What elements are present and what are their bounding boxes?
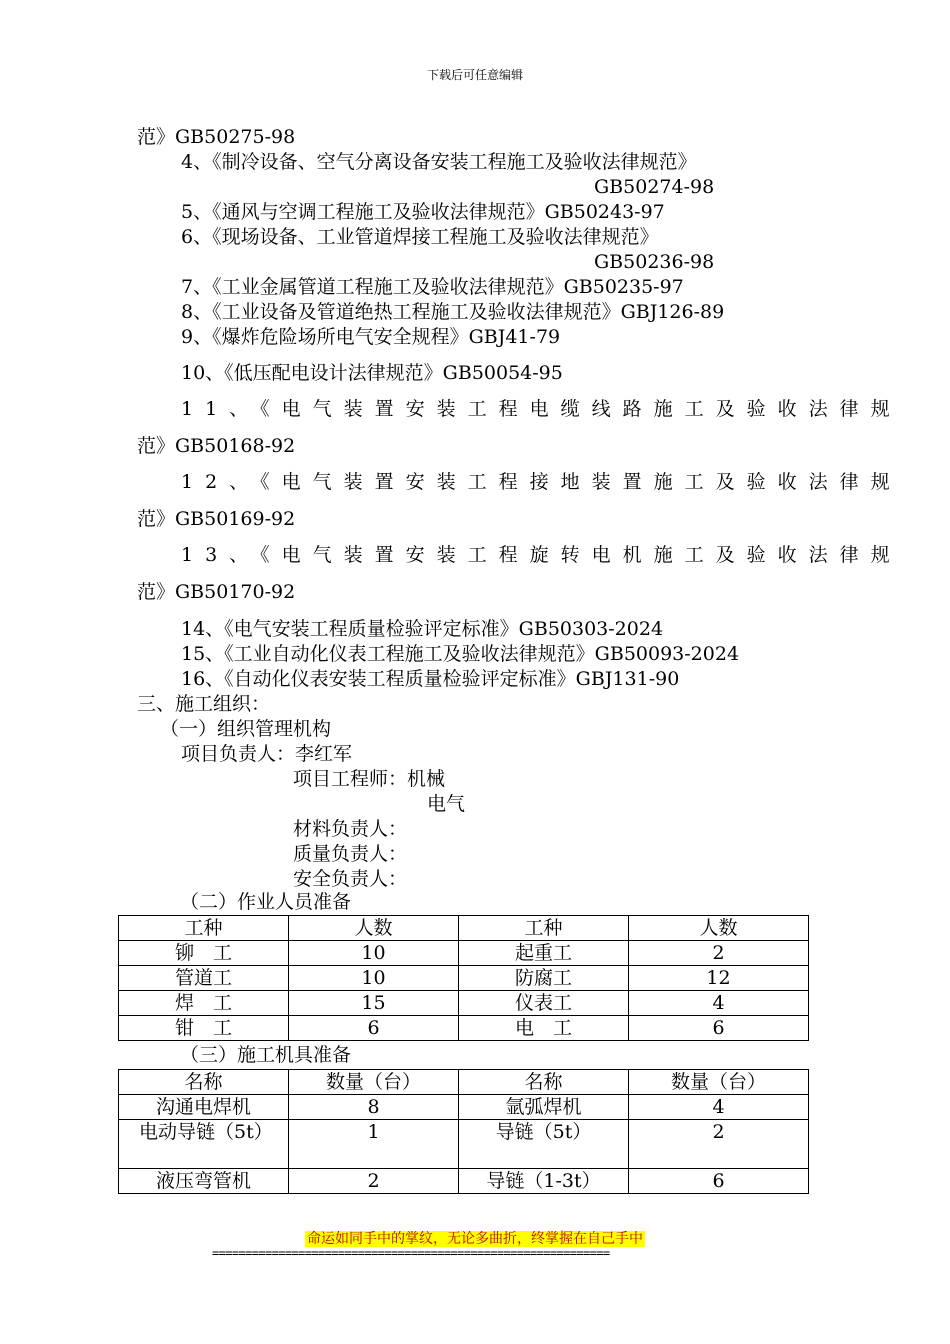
table-cell: 防腐工 [459, 966, 629, 991]
page-header: 下载后可任意编辑 [426, 68, 523, 82]
table-header: 人数 [289, 916, 459, 941]
table-cell: 6 [629, 1016, 809, 1041]
line-item-5: 5、《通风与空调工程施工及验收法律规范》GB50243-97 [181, 201, 665, 223]
table-header: 名称 [119, 1070, 289, 1095]
section-title: 三、施工组织： [137, 693, 271, 715]
line-0: 范》GB50275-98 [137, 126, 296, 148]
table-header: 人数 [629, 916, 809, 941]
line-item-11-text: 11、《电气装置安装工程电缆线路施工及验收法律规 [181, 398, 902, 420]
line-item-13-text: 13、《电气装置安装工程旋转电机施工及验收法律规 [181, 544, 902, 566]
safety-lead: 安全负责人： [293, 868, 408, 890]
line-item-13-code: 范》GB50170-92 [137, 581, 296, 603]
table-row [119, 1120, 809, 1169]
subsection-staff: （二）作业人员准备 [180, 891, 352, 913]
table-row [119, 941, 809, 966]
table-cell: 液压弯管机 [119, 1169, 289, 1194]
table-cell: 8 [289, 1095, 459, 1120]
table-cell: 2 [629, 1120, 809, 1169]
table-cell: 15 [289, 991, 459, 1016]
table-cell: 6 [289, 1016, 459, 1041]
line-item-12 [181, 470, 902, 494]
table-row [119, 1095, 809, 1120]
subsection-tools: （三）施工机具准备 [180, 1044, 352, 1066]
line-item-12-code: 范》GB50169-92 [137, 508, 296, 530]
table-cell: 导链（1-3t） [459, 1169, 629, 1194]
line-item-4-code: GB50274-98 [594, 176, 715, 198]
table-cell: 1 [289, 1120, 459, 1169]
footer-motto [0, 1228, 950, 1248]
line-item-15: 15、《工业自动化仪表工程施工及验收法律规范》GB50093-2024 [181, 643, 740, 665]
table-header-row [119, 916, 809, 941]
table-cell: 4 [629, 991, 809, 1016]
line-item-4: 4、《制冷设备、空气分离设备安装工程施工及验收法律规范》 [181, 151, 697, 173]
table-cell: 12 [629, 966, 809, 991]
quality-lead: 质量负责人： [293, 843, 408, 865]
project-engineer: 项目工程师：机械 [293, 768, 446, 790]
table-cell: 起重工 [459, 941, 629, 966]
table-cell: 电 工 [459, 1016, 629, 1041]
table-header: 数量（台） [629, 1070, 809, 1095]
line-item-6-code: GB50236-98 [594, 251, 715, 273]
table-row [119, 966, 809, 991]
line-item-11-code: 范》GB50168-92 [137, 435, 296, 457]
footer-motto-text: 命运如同手中的掌纹，无论多曲折，终掌握在自己手中 [307, 1231, 643, 1247]
table-cell: 氩弧焊机 [459, 1095, 629, 1120]
table-header: 数量（台） [289, 1070, 459, 1095]
footer-rule: ============================================================ [212, 1246, 610, 1260]
table-row [119, 1169, 809, 1194]
table-cell: 沟通电焊机 [119, 1095, 289, 1120]
table-cell: 6 [629, 1169, 809, 1194]
table-cell: 2 [629, 941, 809, 966]
tools-table [118, 1069, 809, 1194]
table-cell: 2 [289, 1169, 459, 1194]
table-cell: 铆 工 [119, 941, 289, 966]
table-header: 名称 [459, 1070, 629, 1095]
table-cell: 10 [289, 941, 459, 966]
table-cell: 管道工 [119, 966, 289, 991]
line-item-9: 9、《爆炸危险场所电气安全规程》GBJ41-79 [181, 326, 561, 348]
table-cell: 焊 工 [119, 991, 289, 1016]
table-cell: 电动导链（5t） [119, 1120, 289, 1169]
staff-table [118, 915, 809, 1041]
line-item-6: 6、《现场设备、工业管道焊接工程施工及验收法律规范》 [181, 226, 659, 248]
table-cell: 10 [289, 966, 459, 991]
table-header: 工种 [459, 916, 629, 941]
line-item-7: 7、《工业金属管道工程施工及验收法律规范》GB50235-97 [181, 276, 684, 298]
line-item-8: 8、《工业设备及管道绝热工程施工及验收法律规范》GBJ126-89 [181, 301, 725, 323]
table-row [119, 991, 809, 1016]
project-engineer-electric: 电气 [427, 793, 466, 815]
table-header: 工种 [119, 916, 289, 941]
line-item-12-text: 12、《电气装置安装工程接地装置施工及验收法律规 [181, 471, 902, 493]
table-header-row [119, 1070, 809, 1095]
table-cell: 钳 工 [119, 1016, 289, 1041]
material-lead: 材料负责人： [293, 818, 408, 840]
project-manager: 项目负责人：李红军 [181, 743, 353, 765]
table-row [119, 1016, 809, 1041]
table-cell: 4 [629, 1095, 809, 1120]
line-item-11 [181, 397, 902, 421]
line-item-10: 10、《低压配电设计法律规范》GB50054-95 [181, 362, 563, 384]
line-item-16: 16、《自动化仪表安装工程质量检验评定标准》GBJ131-90 [181, 668, 680, 690]
table-cell: 导链（5t） [459, 1120, 629, 1169]
table-cell: 仪表工 [459, 991, 629, 1016]
line-item-14: 14、《电气安装工程质量检验评定标准》GB50303-2024 [181, 618, 664, 640]
line-item-13 [181, 543, 902, 567]
subsection-org: （一）组织管理机构 [160, 718, 332, 740]
